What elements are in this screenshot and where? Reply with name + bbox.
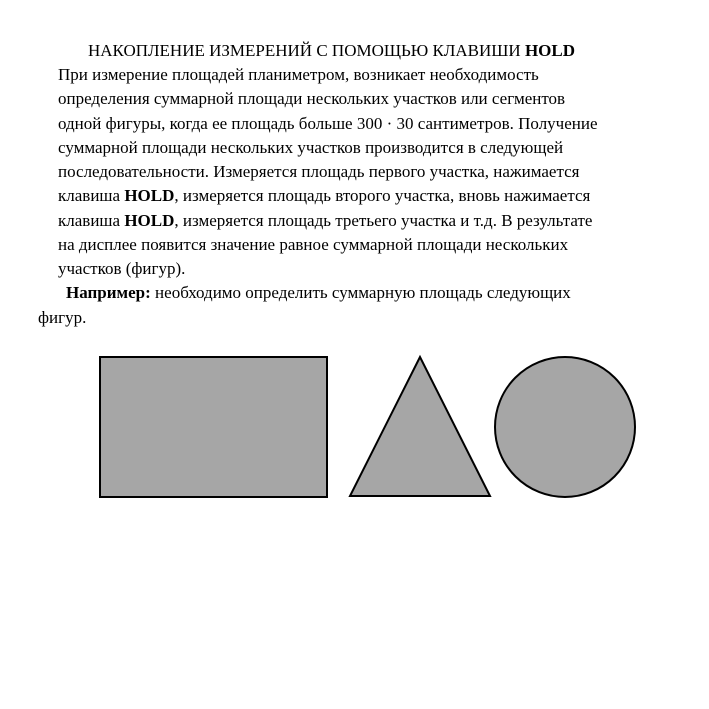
line-text: участков (фигур). xyxy=(58,259,186,279)
line-text: определения суммарной площади нескольких участков или сегментов xyxy=(58,89,566,109)
circle-figure xyxy=(495,357,635,497)
hold-key-text: HOLD xyxy=(124,210,175,230)
line-text: , измеряется площадь третьего участка и т.д. В результате xyxy=(174,210,593,230)
line-text: суммарной площади нескольких участков производится в следующей xyxy=(58,137,564,157)
triangle-figure xyxy=(350,357,490,496)
title-text: НАКОПЛЕНИЕ ИЗМЕРЕНИЙ С ПОМОЩЬЮ КЛАВИШИ xyxy=(88,41,525,60)
line-text: на дисплее появится значение равное суммарной площади нескольких xyxy=(58,235,569,255)
rectangle-figure xyxy=(100,357,327,497)
line-text: клавиша xyxy=(58,210,125,230)
line-text: одной фигуры, когда ее площадь больше 300 · 30 сантиметров. Получение xyxy=(58,113,598,133)
line-text: клавиша xyxy=(58,186,125,206)
line-text: , измеряется площадь второго участка, вновь нажимается xyxy=(174,186,591,206)
line-text: последовательности. Измеряется площадь первого участка, нажимается xyxy=(58,162,580,182)
title-bold-key: HOLD xyxy=(524,41,576,60)
example-text: необходимо определить суммарную площадь следующих xyxy=(150,283,571,302)
line-text: При измерение площадей планиметром, возникает необходимость xyxy=(58,65,539,84)
example-text: фигур. xyxy=(38,307,87,327)
hold-key-text: HOLD xyxy=(124,186,175,206)
example-label: Например: xyxy=(66,283,151,302)
